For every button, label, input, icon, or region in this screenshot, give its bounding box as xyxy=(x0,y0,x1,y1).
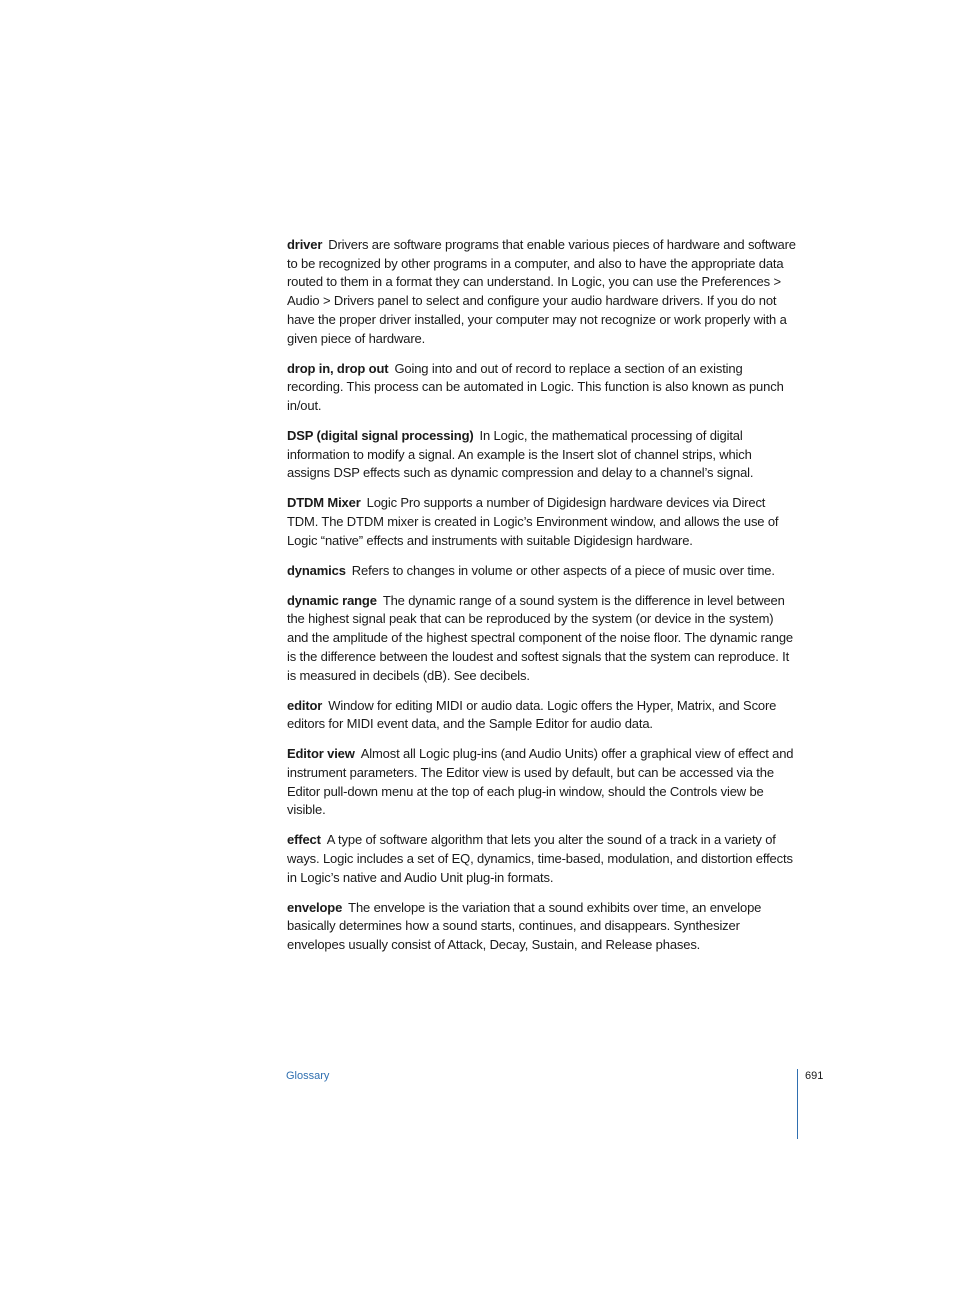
glossary-term: envelope xyxy=(287,899,343,915)
glossary-definition: Almost all Logic plug-ins (and Audio Units) offer a graphical view of effect and instrument parameters. The Editor view is used by default, but can be accessed via the Editor pull-down menu at the top of each plug-in window, should the Controls view be visible. xyxy=(287,746,794,818)
glossary-term: editor xyxy=(287,697,323,713)
glossary-entry xyxy=(287,745,797,820)
footer-divider xyxy=(797,1069,798,1139)
glossary-entry xyxy=(287,899,797,955)
glossary-definition: A type of software algorithm that lets you alter the sound of a track in a variety of ways. Logic includes a set of EQ, dynamics, time-based, modulation, and distortion effects in Logic’s native and Audio Unit plug-in formats. xyxy=(287,832,793,885)
glossary-entry xyxy=(287,427,797,483)
glossary-term: Editor view xyxy=(287,746,355,762)
glossary-definition: Refers to changes in volume or other aspects of a piece of music over time. xyxy=(351,562,775,578)
glossary-term: DSP (digital signal processing) xyxy=(287,427,474,443)
footer-section-label: Glossary xyxy=(286,1070,330,1082)
glossary-definition: In Logic, the mathematical processing of digital information to modify a signal. An example is the Insert slot of channel strips, which assigns DSP effects such as dynamic compression and delay to a channel’s signal. xyxy=(287,427,754,481)
glossary-term: DTDM Mixer xyxy=(287,495,361,511)
glossary-term: driver xyxy=(287,237,323,252)
glossary-definition: Going into and out of record to replace a section of an existing recording. This process can be automated in Logic. This function is also known as punch in/out. xyxy=(287,360,784,413)
glossary-entry xyxy=(287,592,797,686)
glossary-definition: Drivers are software programs that enable various pieces of hardware and software to be recognized by other programs in a computer, and also to have the appropriate data routed to them in a format they can understand. In Logic, you can use the Preferences > Audio > Drivers panel to select and configure your audio hardware drivers. If you do not have the proper driver installed, your computer may not recognize or work properly with a given piece of hardware. xyxy=(287,237,796,346)
glossary-term: dynamic range xyxy=(287,592,377,608)
glossary-term: effect xyxy=(287,832,321,848)
glossary-entry xyxy=(287,831,797,887)
glossary-term: drop in, drop out xyxy=(287,360,389,376)
glossary-definition: The envelope is the variation that a sound exhibits over time, an envelope basically determines how a sound starts, continues, and disappears. Synthesizer envelopes usually consist of Attack, Decay, Sustain, and Release phases. xyxy=(287,899,762,953)
glossary-entry xyxy=(287,236,797,348)
glossary-entry xyxy=(287,360,797,416)
page-number: 691 xyxy=(805,1070,824,1082)
glossary-entry xyxy=(287,562,797,581)
glossary-term: dynamics xyxy=(287,562,346,578)
glossary-entry xyxy=(287,494,797,550)
glossary-definition: The dynamic range of a sound system is the difference in level between the highest signal peak that can be reproduced by the system (or device in the system) and the amplitude of the highest spectral component of the noise floor. The dynamic range is the difference between the loudest and softest signals that the system can reproduce. It is measured in decibels (dB). See decibels. xyxy=(287,592,794,683)
glossary-definition: Window for editing MIDI or audio data. Logic offers the Hyper, Matrix, and Score editors for MIDI event data, and the Sample Editor for audio data. xyxy=(287,697,777,732)
glossary-definition: Logic Pro supports a number of Digidesign hardware devices via Direct TDM. The DTDM mixer is created in Logic’s Environment window, and allows the use of Logic “native” effects and instruments with suitable Digidesign hardware. xyxy=(287,495,779,548)
glossary-entry xyxy=(287,697,797,734)
glossary-entries xyxy=(287,236,797,966)
